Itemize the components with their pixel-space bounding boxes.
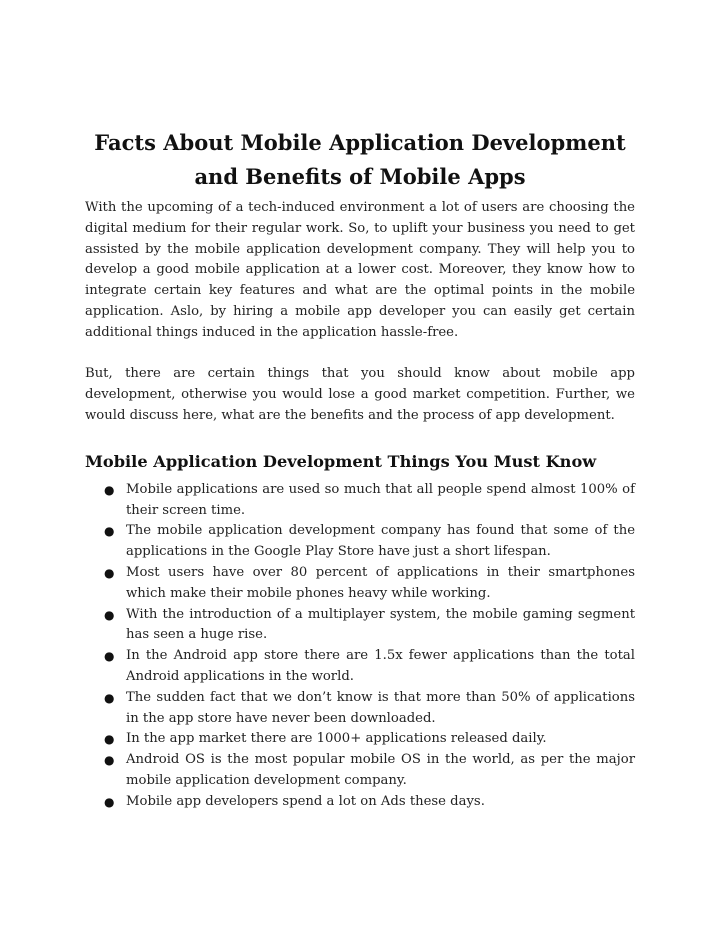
document-page	[85, 126, 635, 813]
list-item-text: Mobile applications are used so much that all people spend almost 100% of their screen time.	[126, 481, 635, 518]
list-item-text: Most users have over 80 percent of applications in their smartphones which make their mobile phones heavy while working.	[126, 564, 635, 601]
bullet-icon: ●	[104, 607, 115, 622]
document-title	[85, 126, 635, 194]
intro-paragraph: With the upcoming of a tech-induced environment a lot of users are choosing the digital medium for their regular work. So, to uplift your business you need to get assisted by the mobile application development company. They will help you to develop a good mobile application at a lower cost. Moreover, they know how to integrate certain key features and what are the optimal points in the mobile application. Aslo, by hiring a mobile app developer you can easily get certain additional things induced in the application hassle-free.	[85, 200, 635, 340]
bullet-icon: ●	[104, 732, 115, 747]
bullet-icon: ●	[104, 794, 115, 809]
list-item-text: Android OS is the most popular mobile OS in the world, as per the major mobile application development company.	[126, 752, 635, 788]
bullet-icon: ●	[104, 649, 115, 664]
bullet-icon: ●	[104, 753, 115, 768]
list-item	[85, 563, 635, 605]
list-item	[85, 646, 635, 688]
list-item-text: The sudden fact that we don’t know is that more than 50% of applications in the app store have never been downloaded.	[126, 689, 635, 726]
second-paragraph: But, there are certain things that you should know about mobile app development, otherwise you would lose a good market competition. Further, we would discuss here, what are the benefits and the process of app development.	[85, 366, 635, 423]
list-item	[85, 480, 635, 522]
list-item-text: In the Android app store there are 1.5x fewer applications than the total Android applications in the world.	[126, 648, 635, 684]
list-item-text: In the app market there are 1000+ applications released daily.	[126, 731, 547, 747]
bullet-icon: ●	[104, 524, 115, 539]
list-item-text: With the introduction of a multiplayer system, the mobile gaming segment has seen a huge rise.	[126, 606, 635, 643]
document-title-line-2: and Benefits of Mobile Apps	[194, 164, 526, 189]
document-title-line-1: Facts About Mobile Application Development	[94, 130, 626, 155]
bullet-icon: ●	[104, 482, 115, 497]
list-item-text: The mobile application development company has found that some of the applications in the Google Play Store have just a short lifespan.	[126, 523, 635, 560]
facts-list	[85, 480, 635, 813]
list-item-text: Mobile app developers spend a lot on Ads these days.	[126, 793, 485, 809]
bullet-icon: ●	[104, 690, 115, 705]
list-item	[85, 792, 635, 813]
section-heading: Mobile Application Development Things You Must Know	[85, 451, 597, 471]
list-item	[85, 750, 635, 792]
bullet-icon: ●	[104, 565, 115, 580]
list-item	[85, 605, 635, 647]
list-item	[85, 521, 635, 563]
list-item	[85, 688, 635, 730]
list-item	[85, 729, 635, 750]
